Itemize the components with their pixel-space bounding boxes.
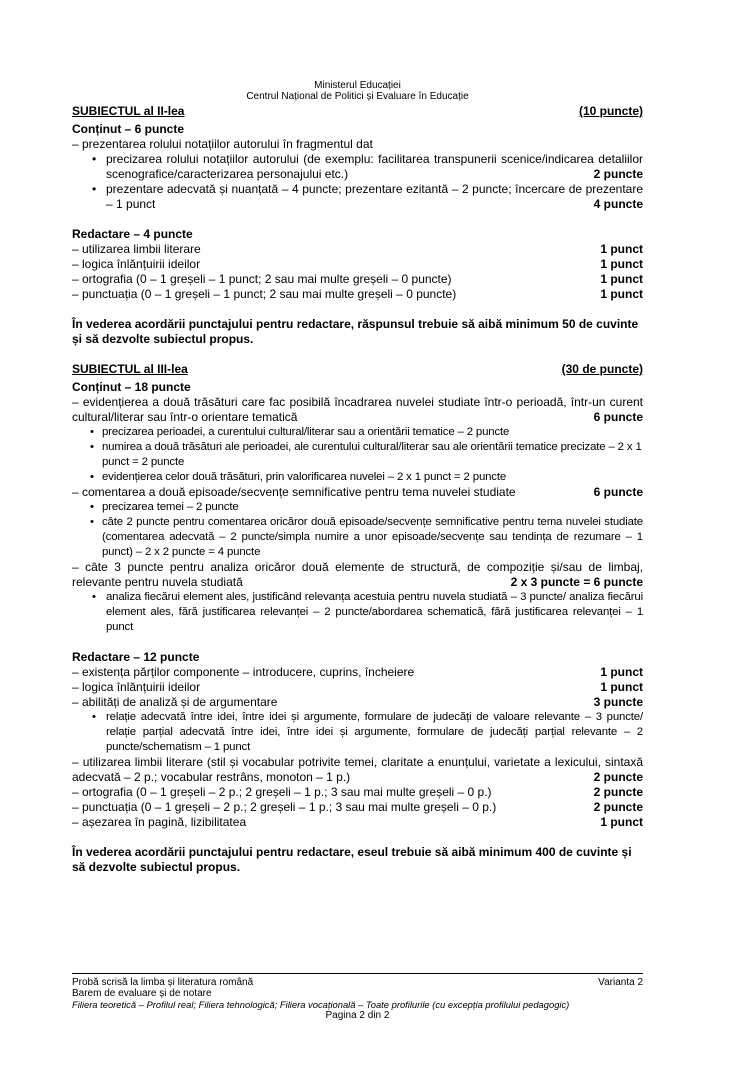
- s2-bullet-2-text: prezentare adecvată și nuanțată – 4 puncte; prezentare ezitantă – 2 puncte; încercare de prezentare – 1 punct: [106, 182, 643, 211]
- s2-red-text: – logica înlănțuirii ideilor: [72, 257, 201, 271]
- s2-red-text: – punctuația (0 – 1 greșeli – 1 punct; 2 sau mai multe greșeli – 0 puncte): [72, 287, 457, 301]
- s3-criterion-3: [72, 560, 643, 590]
- s3-c1-bullet-3: • evidențierea celor două trăsături, prin valorificarea nuvelei – 2 x 1 punct = 2 puncte: [72, 470, 643, 485]
- s3-criterion-1-text: – evidențierea a două trăsături care fac posibilă încadrarea nuvelei studiate într-o perioadă, într-un curent cultural/literar sau într-o orientare tematică: [72, 395, 643, 424]
- s2-red-text: – ortografia (0 – 1 greșeli – 1 punct; 2 sau mai multe greșeli – 0 puncte): [72, 272, 452, 286]
- s2-red-row: [72, 242, 643, 257]
- s3-red-row-4: [72, 755, 643, 785]
- s3-red-points: 1 punct: [600, 815, 643, 829]
- s3-red-row: [72, 785, 643, 800]
- s2-red-points: 1 punct: [600, 257, 643, 271]
- subject-2-title: SUBIECTUL al II-lea: [72, 104, 185, 118]
- s3-criterion-1: [72, 395, 643, 425]
- s3-criterion-2: [72, 485, 643, 500]
- footer-barem: Barem de evaluare și de notare: [72, 988, 212, 999]
- s3-red-points: 2 puncte: [593, 785, 643, 799]
- s3-red-text: – așezarea în pagină, lizibilitatea: [72, 815, 247, 829]
- s3-red-text: – abilități de analiză și de argumentare: [72, 695, 278, 709]
- s2-bullet-2: [72, 182, 643, 212]
- footer-exam: Probă scrisă la limba și literatura română: [72, 977, 254, 988]
- s3-red-points: 1 punct: [600, 680, 643, 694]
- subject-3-heading: [72, 362, 643, 377]
- s2-red-points: 1 punct: [600, 287, 643, 301]
- subject-2-heading: [72, 104, 643, 119]
- s2-red-points: 1 punct: [600, 272, 643, 286]
- s3-red-points: 2 puncte: [593, 800, 643, 814]
- s3-criterion-1-points: 6 puncte: [593, 410, 643, 424]
- s3-red-row: [72, 695, 643, 710]
- s2-red-row: [72, 272, 643, 287]
- s3-content-title: Conținut – 18 puncte: [72, 380, 191, 394]
- s3-red-row: [72, 800, 643, 815]
- s2-redactare-title: Redactare – 4 puncte: [72, 227, 193, 241]
- s2-bullet-1-text: precizarea rolului notațiilor autorului (de exemplu: facilitarea transpunerii scenice/indicarea detaliilor scenografice/caracterizarea personajului etc.): [106, 152, 643, 181]
- s3-c3-bullet-1: • analiza fiecărui element ales, justificând relevanța acestuia pentru nuvela studiată – 3 puncte/ analiza fiecărui element ales, fără justificarea relevanței – 2 puncte/abordarea schematică, fără justificarea relevanței – 1 punct: [72, 590, 643, 635]
- s3-criterion-3-text: – câte 3 puncte pentru analiza oricăror două elemente de structură, de compoziție și/sau de limbaj, relevante pentru nuvela studiată: [72, 560, 643, 589]
- footer-divider: [72, 973, 643, 974]
- s3-red-points: 1 punct: [600, 665, 643, 679]
- s2-red-points: 1 punct: [600, 242, 643, 256]
- s3-red-text: – ortografia (0 – 1 greșeli – 2 p.; 2 greșeli – 1 p.; 3 sau mai multe greșeli – 0 p.): [72, 785, 492, 799]
- subject-2-points: (10 puncte): [578, 104, 643, 118]
- s2-content-title: Conținut – 6 puncte: [72, 122, 184, 136]
- s3-criterion-2-text: – comentarea a două episoade/secvențe semnificative pentru tema nuvelei studiate: [72, 485, 516, 499]
- s3-note: În vederea acordării punctajului pentru redactare, eseul trebuie să aibă minimum 400 de cuvinte și să dezvolte subiectul propus.: [72, 845, 632, 874]
- s2-bullet-1-points: 2 puncte: [593, 167, 643, 181]
- s2-red-row: [72, 287, 643, 302]
- footer-row-1: [72, 977, 643, 988]
- s3-c1-bullet-2: • numirea a două trăsături ale perioadei, ale curentului cultural/literar sau ale orientării tematice precizate – 2 x 1 punct = 2 puncte: [72, 440, 643, 470]
- s3-red-row: [72, 680, 643, 695]
- s3-red-text: – punctuația (0 – 1 greșeli – 2 p.; 2 greșeli – 1 p.; 3 sau mai multe greșeli – 0 p.): [72, 800, 497, 814]
- s3-red-text: – utilizarea limbii literare (stil și vocabular potrivite temei, claritate a enunțului, varietate a lexicului, sintaxă adecvată – 2 p.; vocabular restrâns, monoton – 1 p.): [72, 755, 643, 784]
- s3-c2-bullet-2: • câte 2 puncte pentru comentarea oricăror două episoade/secvențe semnificative pentru tema nuvelei studiate (comentarea adecvată – 2 puncte/simpla numire a unor episoade/secvențe sau tendința de rezumare – 1 punct) – 2 x 2 puncte = 4 puncte: [72, 515, 643, 560]
- s3-r3-bullet-1: • relație adecvată între idei, între idei și argumente, formulare de judecăți de valoare relevante – 3 puncte/ relație parțial adecvată între idei, între idei și argumente, formulare de judecăți parțial relevante – 2 puncte/schematism – 1 punct: [72, 710, 643, 755]
- s2-note: În vederea acordării punctajului pentru redactare, răspunsul trebuie să aibă minimum 50 de cuvinte și să dezvolte subiectul propus.: [72, 317, 639, 346]
- footer: [72, 977, 643, 1021]
- s3-red-text: – logica înlănțuirii ideilor: [72, 680, 201, 694]
- s3-c1-bullet-1: • precizarea perioadei, a curentului cultural/literar sau a orientării tematice – 2 puncte: [72, 425, 643, 440]
- s3-red-row: [72, 815, 643, 830]
- s3-criterion-2-points: 6 puncte: [593, 485, 643, 499]
- s2-bullet-2-points: 4 puncte: [593, 197, 643, 211]
- s3-red-row: [72, 665, 643, 680]
- document-body: [72, 104, 643, 875]
- s3-criterion-3-points: 2 x 3 puncte = 6 puncte: [510, 575, 643, 589]
- footer-filiera: Filiera teoretică – Profilul real; Filiera tehnologică; Filiera vocațională – Toate profilurile (cu excepția profilului pedagogic): [72, 999, 570, 1010]
- footer-page: Pagina 2 din 2: [325, 1010, 390, 1021]
- s3-redactare-title: Redactare – 12 puncte: [72, 650, 200, 664]
- s2-red-text: – utilizarea limbii literare: [72, 242, 201, 256]
- s2-red-row: [72, 257, 643, 272]
- center-name: Centrul Național de Politici și Evaluare în Educație: [246, 91, 469, 102]
- ministry-name: Ministerul Educației: [314, 80, 401, 91]
- s2-bullet-1: [72, 152, 643, 182]
- s3-red-points: 3 puncte: [593, 695, 643, 709]
- subject-3-title: SUBIECTUL al III-lea: [72, 362, 188, 376]
- header: [72, 80, 643, 102]
- s3-c2-bullet-1: • precizarea temei – 2 puncte: [72, 500, 643, 515]
- subject-3-points: (30 de puncte): [561, 362, 643, 376]
- s3-red-points: 2 puncte: [593, 770, 643, 784]
- s2-line-1: – prezentarea rolului notațiilor autorului în fragmentul dat: [72, 137, 373, 151]
- footer-variant: Varianta 2: [598, 977, 643, 988]
- s3-red-text: – existența părților componente – introducere, cuprins, încheiere: [72, 665, 415, 679]
